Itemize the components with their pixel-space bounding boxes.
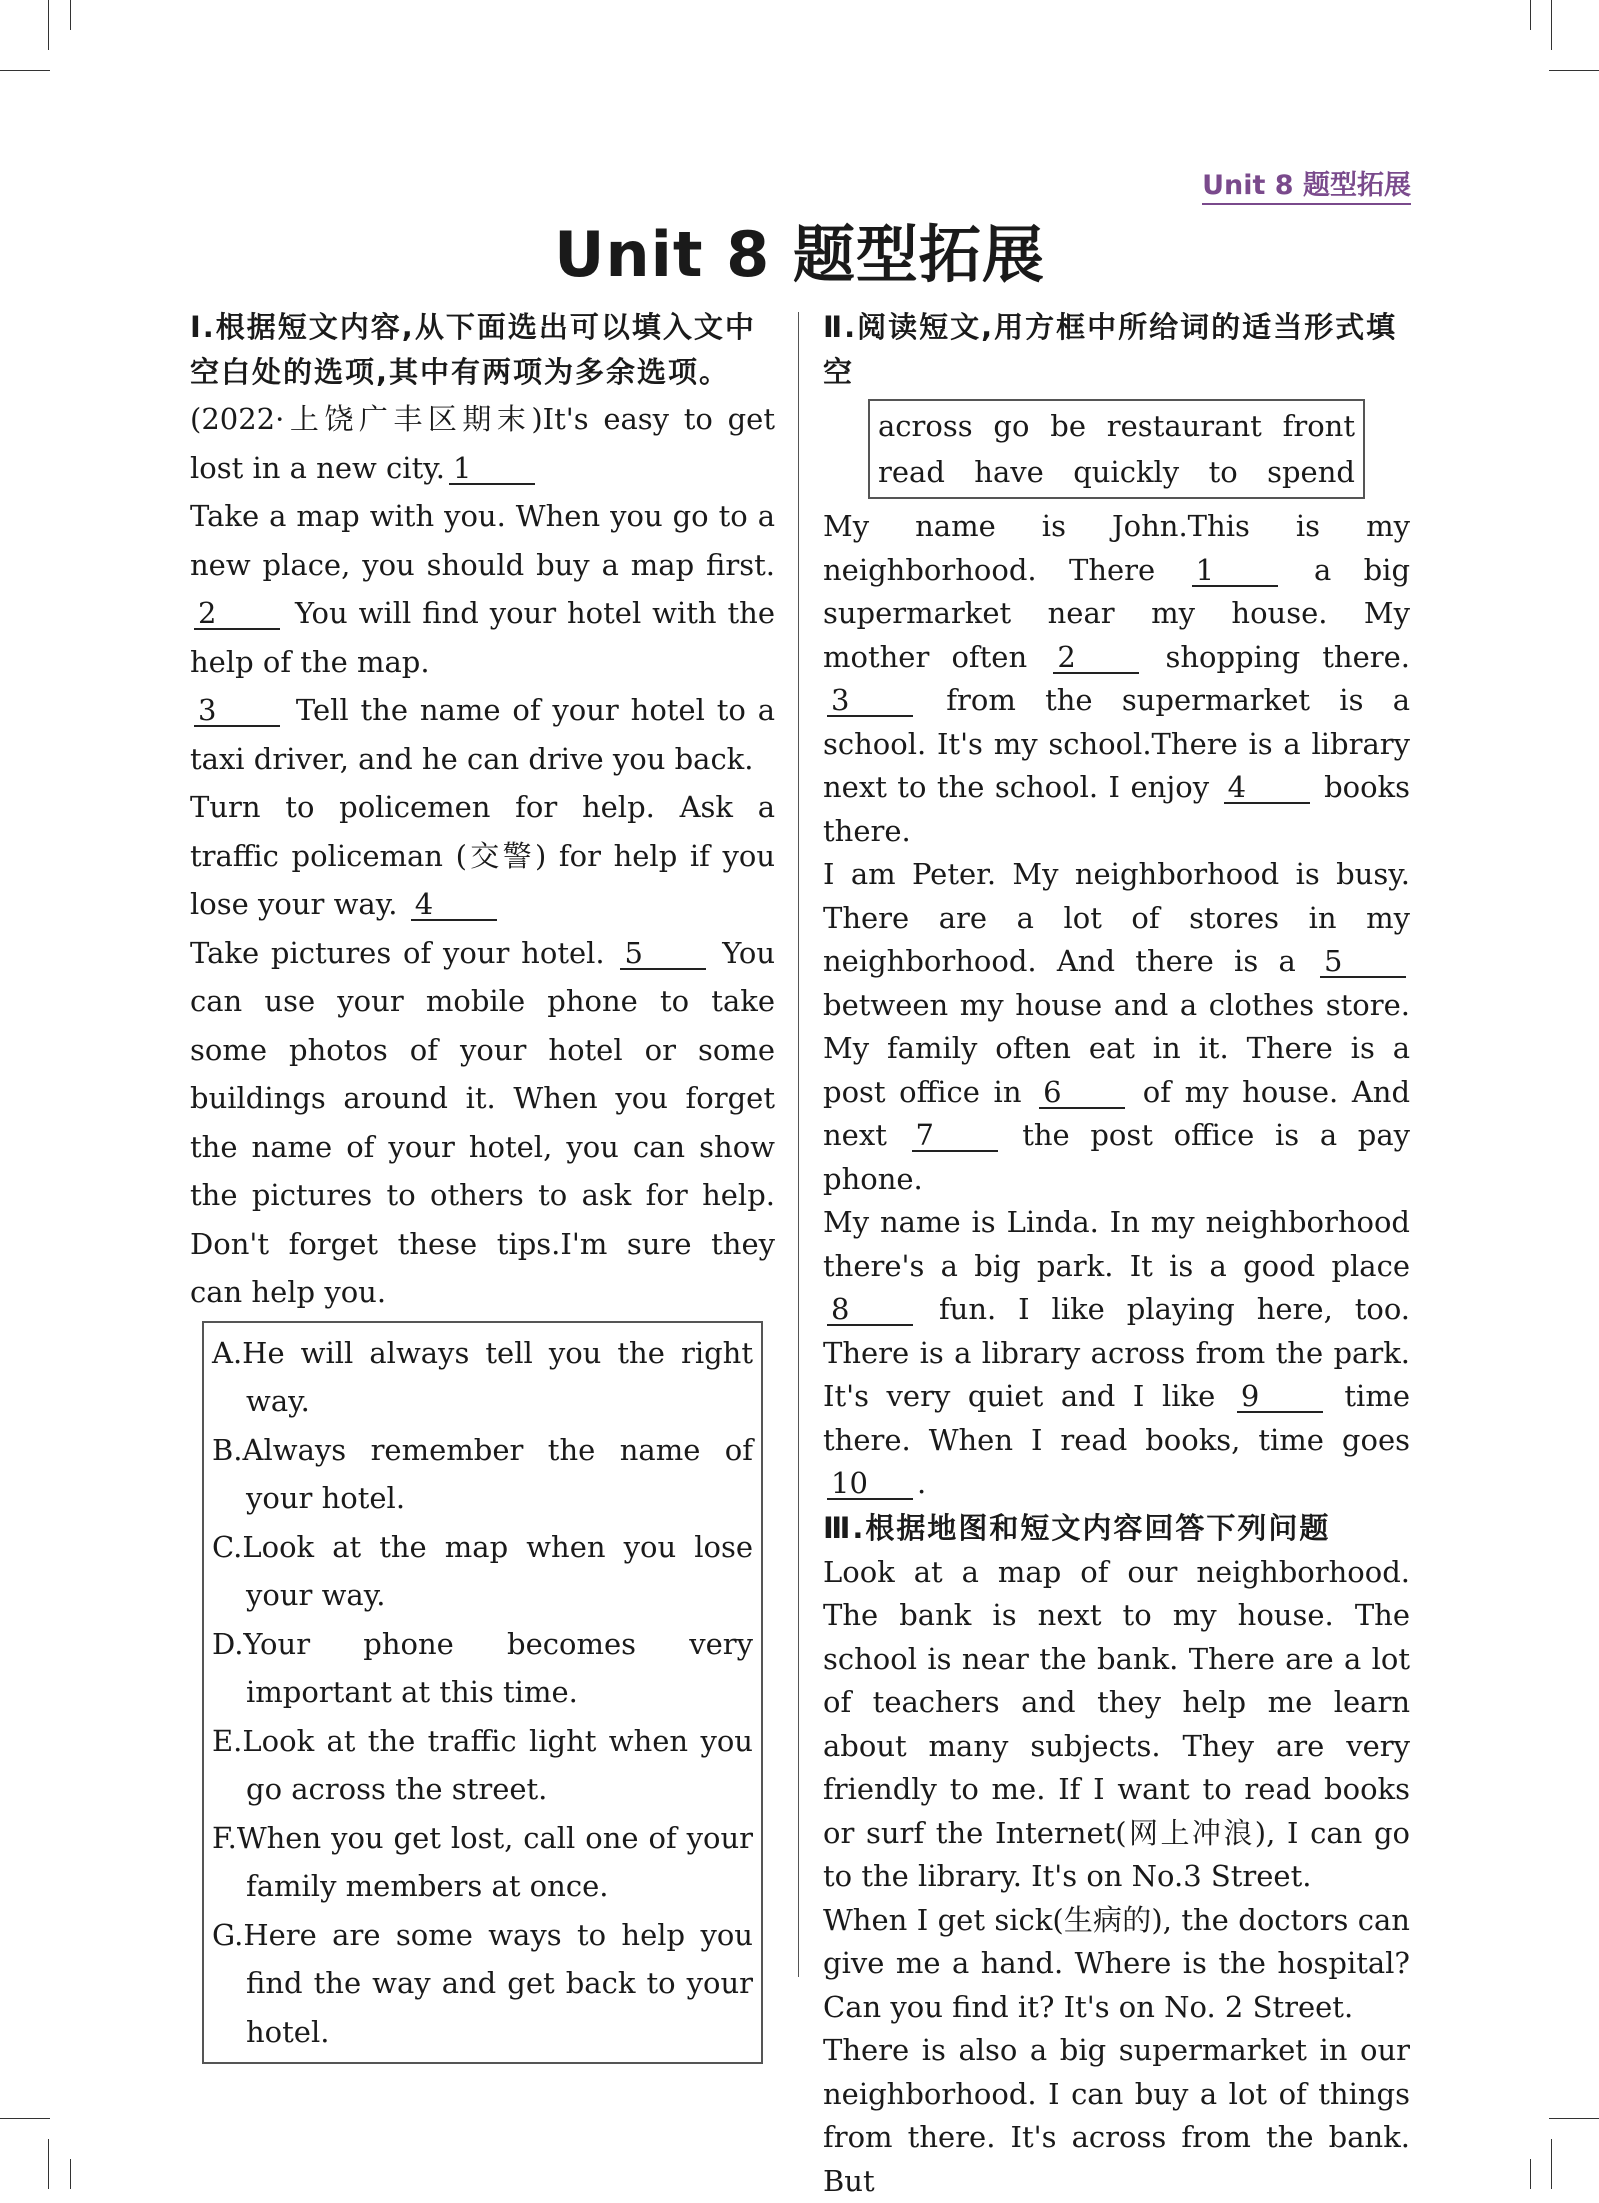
section-3-para-1: Look at a map of our neighborhood. The bank is next to my house. The school is near the bank. There are a lot of teachers and they help me learn about many subjects. They are very friendly to me. If I want to read books or surf the Internet(网上冲浪), I can go to the library. It's on No.3 Street. (823, 1554, 1410, 1893)
blank-1[interactable]: 1 (1192, 555, 1278, 587)
blank-10[interactable]: 10 (827, 1468, 913, 1500)
blank-8[interactable]: 8 (827, 1294, 913, 1326)
crop-mark (70, 2159, 71, 2189)
option-g[interactable]: G.Here are some ways to help you find the way and get back to your hotel. (212, 1917, 753, 2049)
blank-2[interactable]: 2 (1053, 642, 1139, 674)
crop-mark (1549, 2118, 1599, 2119)
column-divider (798, 312, 799, 1977)
crop-mark (1551, 0, 1552, 50)
crop-mark (48, 2139, 49, 2189)
options-box (202, 1321, 763, 2065)
section-3-heading: Ⅲ.根据地图和短文内容回答下列问题 (823, 1510, 1331, 1545)
crop-mark (48, 0, 49, 50)
blank-3[interactable]: 3 (827, 685, 913, 717)
section-2-para-2: I am Peter. My neighborhood is busy. There are a lot of stores in my neighborhood. And there is a 5 between my house and a clothes store. My family often eat in it. There is a post office in 6 of my house. And next 7 the post office is a pay phone. (823, 857, 1411, 1196)
section-1-para-1: Take a map with you. When you go to a new place, you should buy a map first. 2 You will find your hotel with the help of the map. (190, 499, 776, 679)
option-e[interactable]: E.Look at the traffic light when you go across the street. (212, 1723, 753, 1806)
word-bank (868, 399, 1365, 499)
option-b[interactable]: B.Always remember the name of your hotel. (212, 1432, 753, 1515)
section-2-3 (823, 305, 1410, 2203)
word-item: spend (1267, 455, 1355, 489)
section-3-para-3: There is also a big supermarket in our neighborhood. I can buy a lot of things from there. It's across from the bank. But (823, 2033, 1410, 2198)
word-item: read (878, 455, 945, 489)
section-1-para-4: Take pictures of your hotel. 5 You can use your mobile phone to take some photos of your hotel or some buildings around it. When you forget the name of your hotel, you can show the pictures to others to ask for help. Don't forget these tips.I'm sure they can help you. (190, 935, 775, 1309)
blank-7[interactable]: 7 (912, 1120, 998, 1152)
running-header: Unit 8 题型拓展 (1202, 163, 1411, 205)
section-1-para-2: 3 Tell the name of your hotel to a taxi driver, and he can drive you back. (190, 693, 775, 776)
section-1-intro: (2022·上饶广丰区期末)It's easy to get lost in a new city. 1 (190, 402, 775, 485)
blank-4[interactable]: 4 (411, 889, 497, 921)
crop-mark (0, 70, 50, 71)
option-d[interactable]: D.Your phone becomes very important at this time. (212, 1626, 753, 1709)
crop-mark (1551, 2139, 1552, 2189)
blank-2[interactable]: 2 (194, 598, 280, 630)
blank-5[interactable]: 5 (1320, 946, 1406, 978)
blank-1[interactable]: 1 (449, 453, 535, 485)
word-item: quickly (1073, 455, 1180, 489)
blank-6[interactable]: 6 (1039, 1077, 1125, 1109)
word-item: front (1282, 409, 1355, 443)
section-2-para-1: My name is John.This is my neighborhood. There 1 a big supermarket near my house. My mother often 2 shopping there. 3 from the supermarket is a school. It's my school.There is a library next to the school. I enjoy 4 books there. (823, 509, 1411, 848)
option-f[interactable]: F.When you get lost, call one of your family members at once. (212, 1820, 753, 1903)
option-a[interactable]: A.He will always tell you the right way. (212, 1335, 753, 1418)
crop-mark (1549, 70, 1599, 71)
blank-4[interactable]: 4 (1224, 772, 1310, 804)
crop-mark (70, 0, 71, 30)
section-1-para-3: Turn to policemen for help. Ask a traffic policeman (交警) for help if you lose your way. 4 (190, 790, 775, 921)
blank-9[interactable]: 9 (1237, 1381, 1323, 1413)
blank-5[interactable]: 5 (620, 938, 706, 970)
section-1-heading: Ⅰ.根据短文内容,从下面选出可以填入文中空白处的选项,其中有两项为多余选项。 (190, 310, 756, 389)
section-3-para-2: When I get sick(生病的), the doctors can give me a hand. Where is the hospital? Can you find it? It's on No. 2 Street. (823, 1902, 1410, 2024)
word-item: to (1208, 455, 1238, 489)
section-1 (190, 305, 775, 2064)
page-title: Unit 8 题型拓展 (554, 218, 1045, 291)
word-bank-row-2 (878, 449, 1355, 495)
section-2-heading: Ⅱ.阅读短文,用方框中所给词的适当形式填空 (823, 310, 1398, 389)
word-item: go (993, 409, 1030, 443)
option-c[interactable]: C.Look at the map when you lose your way. (212, 1529, 753, 1612)
word-item: have (974, 455, 1044, 489)
blank-3[interactable]: 3 (194, 695, 280, 727)
crop-mark (0, 2118, 50, 2119)
word-bank-row-1 (878, 403, 1355, 449)
crop-mark (1530, 2159, 1531, 2189)
word-item: restaurant (1106, 409, 1262, 443)
word-item: be (1050, 409, 1086, 443)
section-2-para-3: My name is Linda. In my neighborhood there's a big park. It is a good place 8 fun. I like playing here, too. There is a library across from the park. It's very quiet and I like 9 time there. When I read books, time goes 10 . (823, 1205, 1411, 1500)
crop-mark (1530, 0, 1531, 30)
word-item: across (878, 409, 973, 443)
